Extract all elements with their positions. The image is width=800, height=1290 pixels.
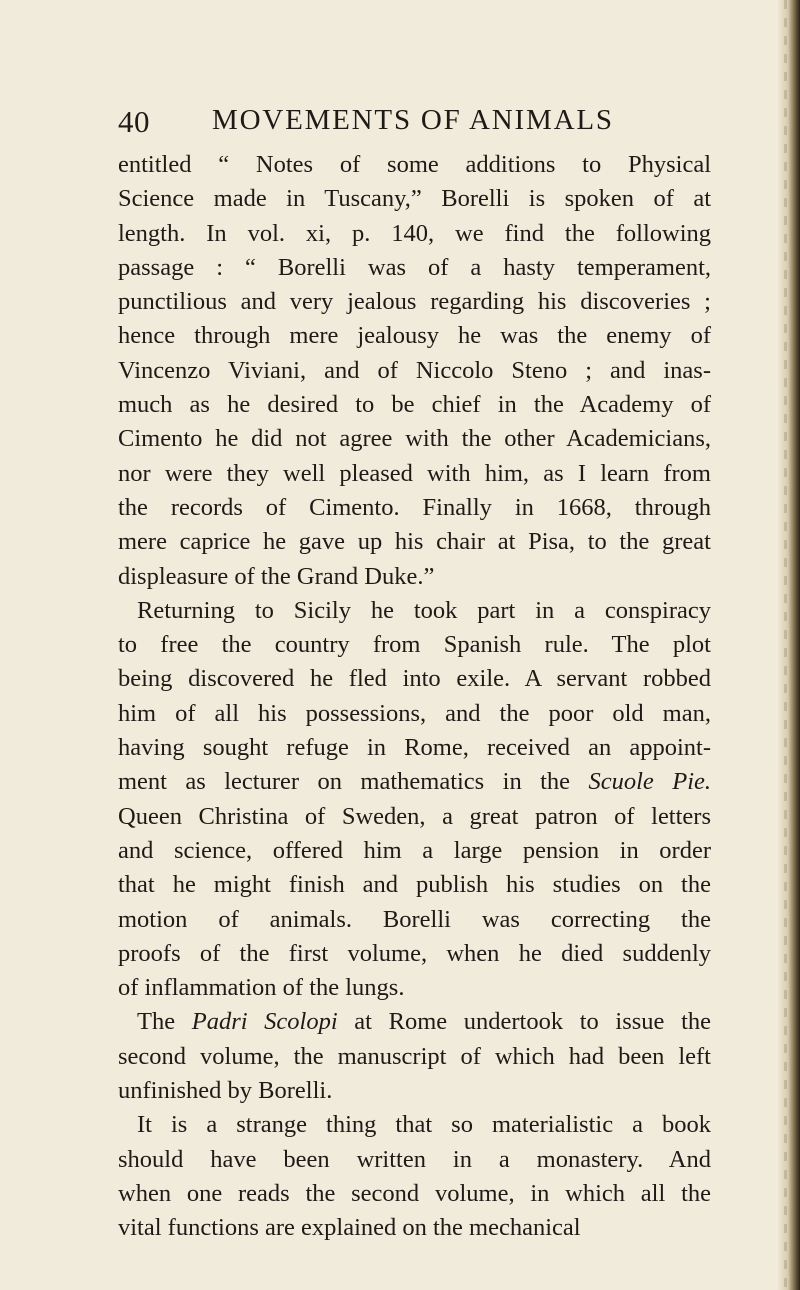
line-text: The xyxy=(137,1008,192,1036)
line-text-after: at Rome undertook to issue the xyxy=(337,1008,712,1036)
line-text: that he might finish and publish his studies on the xyxy=(118,871,711,899)
text-line xyxy=(118,903,711,937)
text-line xyxy=(118,422,711,456)
line-text: of inflammation of the lungs. xyxy=(118,974,405,1002)
line-text: the records of Cimento. Finally in 1668, through xyxy=(118,493,711,521)
text-line xyxy=(118,1143,711,1177)
line-text: to free the country from Spanish rule. The plot xyxy=(118,631,711,659)
line-text: Returning to Sicily he took part in a conspiracy xyxy=(137,596,711,624)
line-text: unfinished by Borelli. xyxy=(118,1077,333,1105)
text-line xyxy=(118,971,711,1005)
text-line xyxy=(118,868,711,902)
line-text: punctilious and very jealous regarding his discoveries ; xyxy=(118,288,711,316)
text-line xyxy=(118,388,711,422)
text-line xyxy=(118,148,711,182)
text-line xyxy=(118,217,711,251)
line-text: It is a strange thing that so materialistic a book xyxy=(137,1111,711,1139)
line-text: passage : “ Borelli was of a hasty temperament, xyxy=(118,253,711,281)
line-text: nor were they well pleased with him, as I learn from xyxy=(118,459,711,487)
italic-phrase: Padri Scolopi xyxy=(191,1008,338,1036)
text-line xyxy=(118,560,711,594)
running-title: MOVEMENTS OF ANIMALS xyxy=(212,104,614,136)
text-line xyxy=(118,182,711,216)
line-text: entitled “ Notes of some additions to Physical xyxy=(118,151,711,178)
text-line xyxy=(118,765,711,799)
text-line xyxy=(118,354,711,388)
text-line xyxy=(118,1211,711,1245)
text-line xyxy=(118,731,711,765)
text-line xyxy=(118,662,711,696)
line-text: motion of animals. Borelli was correcting the xyxy=(118,905,711,933)
line-text: when one reads the second volume, in which all the xyxy=(118,1179,711,1207)
line-text: Science made in Tuscany,” Borelli is spoken of at xyxy=(118,185,711,213)
text-line xyxy=(118,457,711,491)
line-text: displeasure of the Grand Duke.” xyxy=(118,562,435,590)
text-line xyxy=(118,834,711,868)
text-line xyxy=(118,491,711,525)
line-text: Cimento he did not agree with the other Academicians, xyxy=(118,425,711,453)
line-text: hence through mere jealousy he was the enemy of xyxy=(118,322,711,350)
text-line xyxy=(118,251,711,285)
text-line xyxy=(118,594,711,628)
line-text: being discovered he fled into exile. A servant robbed xyxy=(118,665,711,693)
text-line xyxy=(118,319,711,353)
text-line xyxy=(118,1040,711,1074)
line-text: should have been written in a monastery. And xyxy=(118,1145,711,1173)
line-text: mere caprice he gave up his chair at Pisa, to the great xyxy=(118,528,711,556)
italic-phrase: Scuole Pie. xyxy=(588,768,712,796)
running-header xyxy=(118,104,678,144)
line-text: proofs of the first volume, when he died suddenly xyxy=(118,939,711,967)
text-line xyxy=(118,800,711,834)
line-text: second volume, the manuscript of which had been left xyxy=(118,1042,711,1070)
text-line xyxy=(118,697,711,731)
text-line xyxy=(118,1177,711,1211)
text-line xyxy=(118,1074,711,1108)
line-text: ment as lecturer on mathematics in the xyxy=(118,768,589,796)
text-line xyxy=(118,628,711,662)
body-text xyxy=(118,148,711,1246)
text-line xyxy=(118,525,711,559)
line-text: having sought refuge in Rome, received an appoint- xyxy=(118,734,711,762)
line-text: length. In vol. xi, p. 140, we find the following xyxy=(118,219,711,247)
line-text: and science, offered him a large pension in order xyxy=(118,836,711,864)
text-line xyxy=(118,937,711,971)
line-text: him of all his possessions, and the poor old man, xyxy=(118,699,711,727)
line-text: much as he desired to be chief in the Academy of xyxy=(118,391,711,419)
text-line xyxy=(118,1108,711,1142)
page-edge-shadow xyxy=(778,0,800,1290)
line-text: vital functions are explained on the mechanical xyxy=(118,1214,581,1242)
line-text: Queen Christina of Sweden, a great patron of letters xyxy=(118,802,711,830)
text-line xyxy=(118,1005,711,1039)
text-line xyxy=(118,285,711,319)
page-number: 40 xyxy=(118,104,150,139)
line-text: Vincenzo Viviani, and of Niccolo Steno ; and inas- xyxy=(118,356,711,384)
